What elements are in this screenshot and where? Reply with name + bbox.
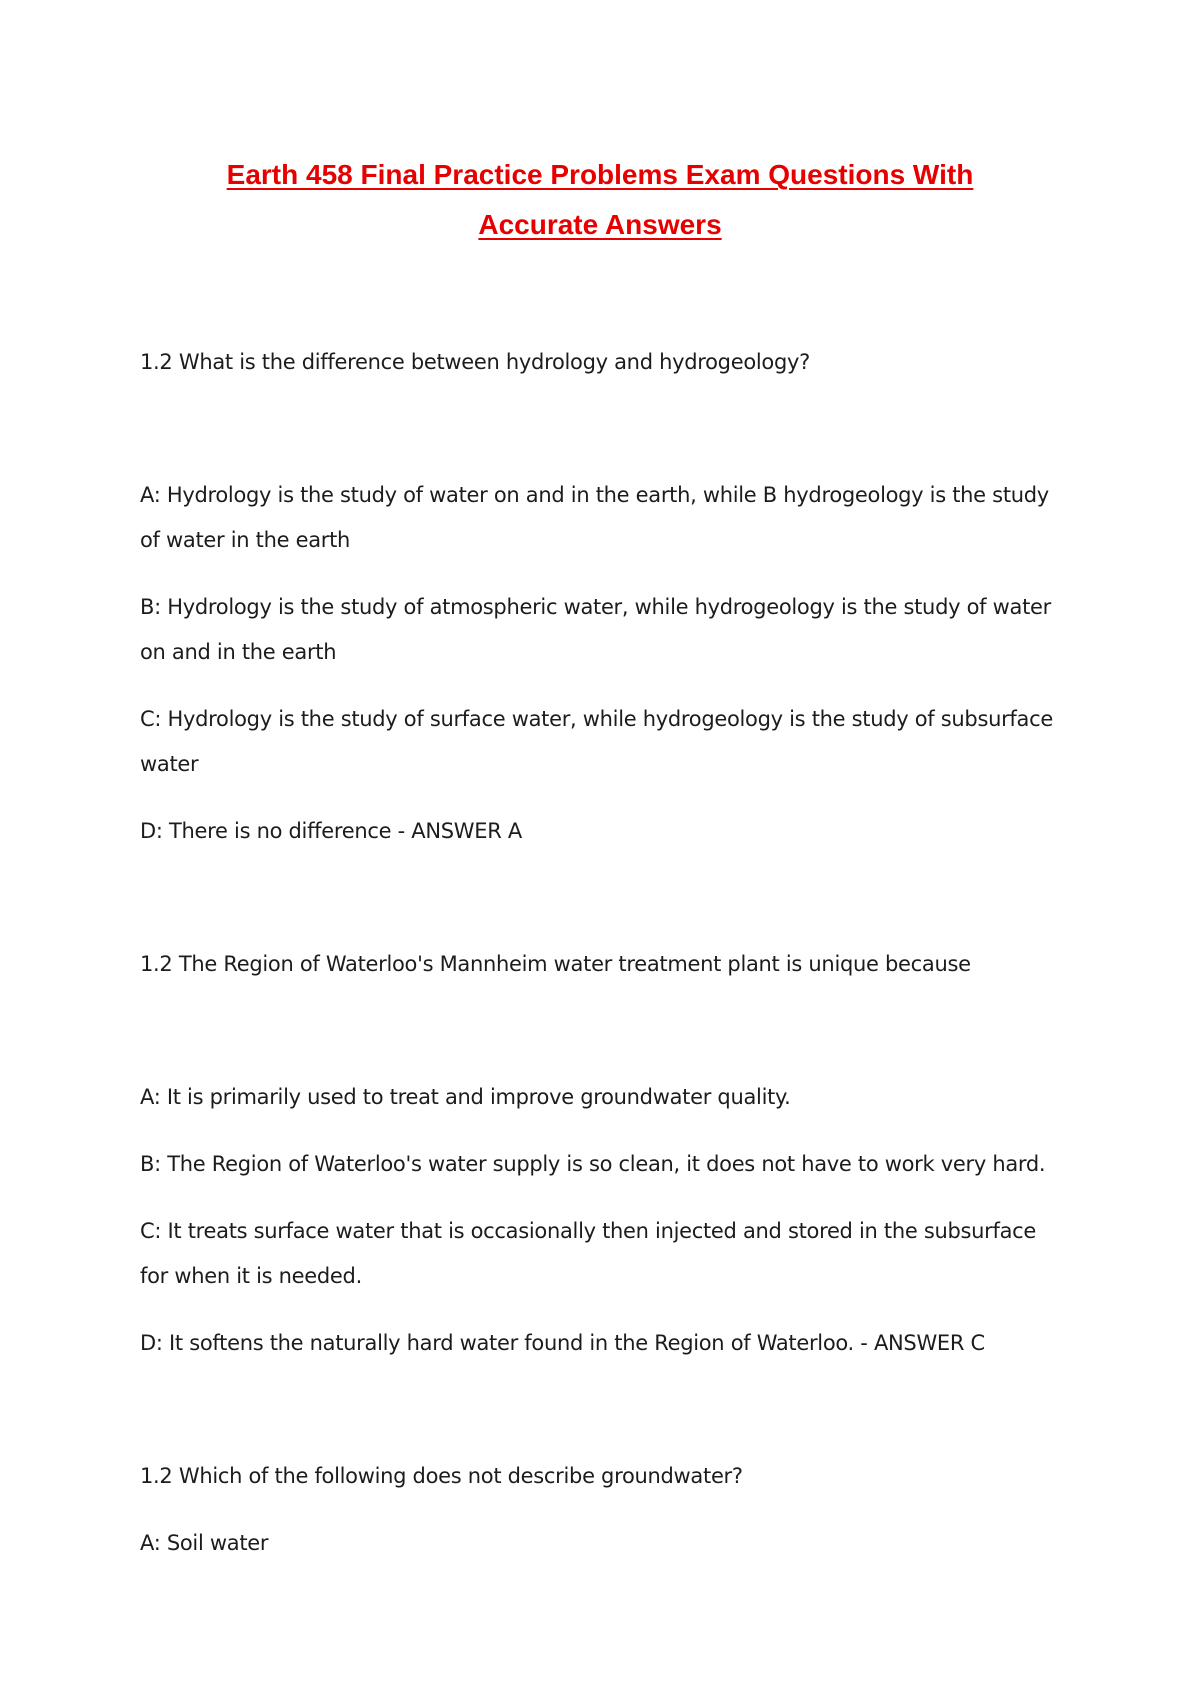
- title-line-1: Earth 458 Final Practice Problems Exam Questions With: [226, 159, 974, 190]
- answer-option-a: A: Hydrology is the study of water on and in the earth, while B hydrogeology is the study of water in the earth: [140, 483, 1049, 552]
- question-block: [140, 1454, 1070, 1566]
- answer-option-a: A: It is primarily used to treat and improve groundwater quality.: [140, 1085, 791, 1109]
- answer-option-b: B: Hydrology is the study of atmospheric water, while hydrogeology is the study of water on and in the earth: [140, 595, 1051, 664]
- answer-option-d: D: It softens the naturally hard water found in the Region of Waterloo. - ANSWER C: [140, 1331, 985, 1355]
- document-body: [140, 340, 1070, 1566]
- title-line-2: Accurate Answers: [478, 209, 722, 240]
- question-text: 1.2 The Region of Waterloo's Mannheim water treatment plant is unique because: [140, 952, 971, 976]
- answer-option-a: A: Soil water: [140, 1531, 269, 1555]
- answer-option-c: C: It treats surface water that is occasionally then injected and stored in the subsurface for when it is needed.: [140, 1219, 1037, 1288]
- answer-option-c: C: Hydrology is the study of surface water, while hydrogeology is the study of subsurface water: [140, 707, 1053, 776]
- question-block: [140, 942, 1070, 1366]
- document-title: [140, 150, 1060, 250]
- question-block: [140, 340, 1070, 854]
- question-text: 1.2 Which of the following does not describe groundwater?: [140, 1464, 743, 1488]
- answer-option-b: B: The Region of Waterloo's water supply is so clean, it does not have to work very hard.: [140, 1152, 1046, 1176]
- answer-option-d: D: There is no difference - ANSWER A: [140, 819, 522, 843]
- question-text: 1.2 What is the difference between hydrology and hydrogeology?: [140, 350, 810, 374]
